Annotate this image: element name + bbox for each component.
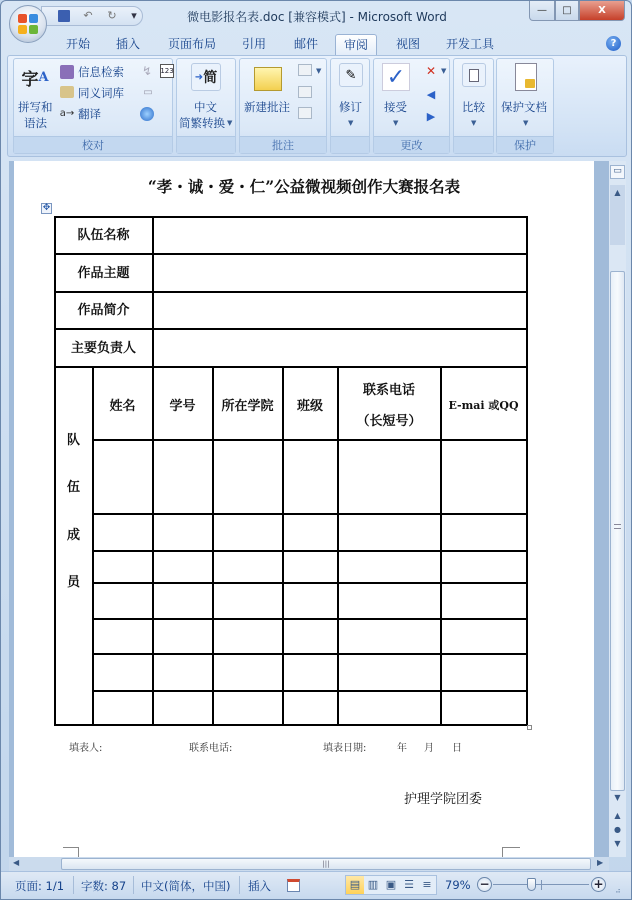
draft-icon[interactable]: ≡ [422, 878, 432, 891]
work-summary-label: 作品简介 [77, 303, 130, 318]
redo-icon[interactable]: ↻ [107, 9, 117, 22]
chevron-down-icon: ▼ [227, 119, 233, 127]
separator [73, 876, 74, 894]
protect-document-icon [515, 63, 537, 91]
maximize-button[interactable]: □ [555, 1, 579, 21]
members-label-char: 伍 [66, 480, 80, 495]
tab-insert[interactable]: 插入 [115, 37, 140, 51]
insert-mode[interactable]: 插入 [248, 879, 271, 893]
table-border [54, 216, 528, 218]
tab-developer[interactable]: 开发工具 [445, 37, 494, 51]
separator [133, 876, 134, 894]
outline-icon[interactable]: ☰ [404, 878, 414, 891]
print-layout-icon[interactable]: ▤ [346, 876, 364, 894]
filler-label: 填表人: [69, 743, 103, 754]
next-change-icon[interactable]: ▶ [426, 109, 436, 123]
header-student-id: 学号 [169, 399, 196, 414]
table-border [54, 366, 528, 368]
header-name: 姓名 [109, 399, 136, 414]
customize-qat-icon[interactable]: ▾ [131, 9, 137, 22]
macro-recording-icon[interactable] [287, 879, 300, 892]
next-comment-icon[interactable] [298, 107, 312, 119]
members-label-char: 员 [66, 575, 80, 590]
view-buttons [345, 875, 437, 895]
work-theme-label: 作品主题 [77, 266, 130, 281]
group-changes-label: 更改 [374, 136, 449, 153]
close-button[interactable]: X [579, 1, 625, 21]
table-border [92, 653, 528, 655]
group-tracking [330, 58, 370, 154]
title-bar [1, 1, 631, 31]
zoom-slider-thumb[interactable] [527, 878, 536, 891]
group-compare-label [454, 136, 493, 153]
header-college: 所在学院 [221, 399, 274, 414]
zoom-level[interactable]: 79% [445, 878, 471, 892]
group-proofing-label: 校对 [14, 136, 172, 153]
office-logo-icon [18, 14, 38, 34]
compare-icon [462, 63, 486, 87]
header-phone: 联系电话 [362, 383, 415, 398]
vertical-scrollbar[interactable] [609, 161, 626, 857]
thesaurus-button[interactable]: 同义词库 [78, 86, 124, 100]
zoom-out-icon[interactable]: − [477, 877, 492, 892]
year-label: 年 [397, 743, 407, 754]
chevron-down-icon: ▼ [441, 67, 447, 75]
next-page-icon[interactable]: ▼ [614, 839, 621, 848]
spelling-grammar-icon: 字 A [21, 69, 49, 90]
margin-corner-mark [63, 847, 79, 857]
group-compare [453, 58, 494, 154]
view-ruler-icon[interactable]: ▭ [610, 165, 625, 179]
table-border [54, 253, 528, 255]
chinese-conversion-label-2[interactable]: 简繁转换 [179, 116, 225, 130]
table-border [54, 291, 528, 293]
protect-document-button[interactable]: 保护文档 [501, 100, 547, 114]
set-language-icon[interactable]: ▭ [143, 86, 153, 98]
header-email-qq: E-mai 或QQ [448, 399, 519, 412]
language[interactable]: 中文(简体，中国) [141, 879, 231, 893]
ribbon-tabs [1, 31, 632, 55]
main-contact-label: 主要负责人 [70, 341, 136, 356]
research-icon [60, 65, 74, 79]
members-label-char: 队 [66, 433, 80, 448]
horizontal-scroll-thumb[interactable]: ||| [61, 858, 591, 870]
reject-icon[interactable]: ✕ [425, 64, 437, 78]
new-comment-icon [254, 67, 282, 91]
separator [239, 876, 240, 894]
date-label: 填表日期: [323, 743, 367, 754]
zoom-100-tick [541, 880, 542, 890]
group-protect [496, 58, 554, 154]
translate-icon: a→ [59, 107, 75, 119]
table-border [92, 690, 528, 692]
translation-tip-icon[interactable]: ↯ [141, 64, 153, 78]
scroll-up-button[interactable]: ▲ [610, 185, 625, 245]
thesaurus-icon [60, 86, 74, 98]
select-browse-object-icon[interactable]: ● [614, 825, 621, 834]
group-comments-label: 批注 [240, 136, 326, 153]
compare-button[interactable]: 比较 [462, 100, 485, 114]
track-changes-icon: ✎ [339, 63, 363, 87]
table-border [282, 366, 284, 725]
status-bar [1, 871, 631, 899]
undo-icon[interactable]: ↶ [83, 9, 93, 22]
chevron-down-icon: ▼ [348, 119, 354, 127]
spelling-check-globe-icon[interactable] [140, 107, 154, 121]
previous-comment-icon[interactable] [298, 86, 312, 98]
accept-icon: ✓ [382, 63, 410, 91]
table-border [92, 513, 528, 515]
table-resize-handle[interactable] [527, 725, 532, 730]
tab-review[interactable]: 审阅 [335, 34, 377, 55]
chevron-down-icon: ▼ [471, 119, 477, 127]
table-border [92, 366, 94, 725]
group-tracking-label [331, 136, 369, 153]
table-border [54, 724, 528, 726]
spelling-grammar-label-2[interactable]: 语法 [24, 116, 47, 130]
zoom-in-icon[interactable]: + [591, 877, 606, 892]
table-border [92, 550, 528, 552]
track-changes-button[interactable]: 修订 [339, 100, 362, 114]
table-border [54, 328, 528, 330]
window-title: 微电影报名表.doc [兼容模式] - Microsoft Word [187, 10, 447, 24]
research-button[interactable]: 信息检索 [78, 65, 124, 79]
table-border [152, 216, 154, 366]
table-border [440, 366, 442, 725]
group-chinese-label [177, 136, 235, 153]
group-changes [373, 58, 450, 154]
accept-button[interactable]: 接受 [384, 100, 407, 114]
group-protect-label: 保护 [497, 136, 553, 153]
horizontal-scrollbar[interactable] [9, 857, 609, 871]
chinese-conversion-icon: ➜ 简 [191, 63, 221, 91]
members-label-char: 成 [66, 528, 80, 543]
tab-page-layout[interactable]: 页面布局 [167, 37, 216, 51]
tab-references[interactable]: 引用 [241, 37, 266, 51]
minimize-button[interactable]: — [529, 1, 555, 21]
group-chinese-conversion [176, 58, 236, 154]
word-count[interactable]: 字数: 87 [81, 879, 127, 893]
tab-home[interactable]: 开始 [65, 37, 90, 51]
word-count-icon[interactable]: 123 [160, 64, 174, 78]
scroll-down-button[interactable]: ▼ [614, 793, 621, 802]
scroll-left-button[interactable]: ◀ [13, 858, 20, 867]
table-border [92, 618, 528, 620]
chevron-down-icon: ▼ [316, 67, 322, 75]
team-name-label: 队伍名称 [77, 228, 130, 243]
web-layout-icon[interactable]: ▣ [385, 878, 397, 891]
full-screen-reading-icon[interactable]: ▥ [367, 878, 379, 891]
header-class: 班级 [296, 399, 323, 414]
resize-grip-icon[interactable]: ⠴ [615, 886, 621, 895]
grip-icon [614, 524, 621, 529]
group-comments [239, 58, 327, 154]
scroll-right-button[interactable]: ▶ [597, 858, 604, 867]
new-comment-button[interactable]: 新建批注 [244, 100, 290, 114]
spelling-grammar-label-1[interactable]: 拼写和 [18, 100, 53, 114]
day-label: 日 [452, 743, 462, 754]
document-page[interactable] [14, 161, 594, 857]
signature: 护理学院团委 [404, 792, 483, 807]
chevron-down-icon: ▼ [523, 119, 529, 127]
margin-corner-mark [502, 847, 520, 857]
delete-comment-icon[interactable] [298, 64, 312, 76]
chinese-conversion-label-1[interactable]: 中文 [194, 100, 217, 114]
vertical-scroll-thumb[interactable] [610, 271, 625, 791]
phone-label: 联系电话: [189, 743, 233, 754]
document-title: “孝・诚・爱・仁”公益微视频创作大赛报名表 [147, 177, 461, 196]
header-phone-sub: （长短号） [356, 414, 422, 429]
previous-page-icon[interactable]: ▲ [614, 811, 621, 820]
table-border [212, 366, 214, 725]
tab-mailings[interactable]: 邮件 [293, 37, 318, 51]
chevron-down-icon: ▼ [393, 119, 399, 127]
document-area[interactable] [9, 161, 609, 857]
page-count[interactable]: 页面: 1/1 [15, 879, 65, 893]
table-border [92, 582, 528, 584]
group-proofing [13, 58, 173, 154]
table-border [152, 366, 154, 725]
previous-change-icon[interactable]: ◀ [426, 87, 436, 101]
ribbon [7, 55, 627, 157]
month-label: 月 [424, 743, 434, 754]
table-border [92, 439, 528, 441]
table-move-handle-icon[interactable]: ✥ [42, 203, 51, 213]
translate-button[interactable]: 翻译 [78, 107, 101, 121]
office-button[interactable] [9, 5, 47, 43]
tab-view[interactable]: 视图 [395, 37, 420, 51]
help-icon[interactable]: ? [606, 36, 621, 51]
